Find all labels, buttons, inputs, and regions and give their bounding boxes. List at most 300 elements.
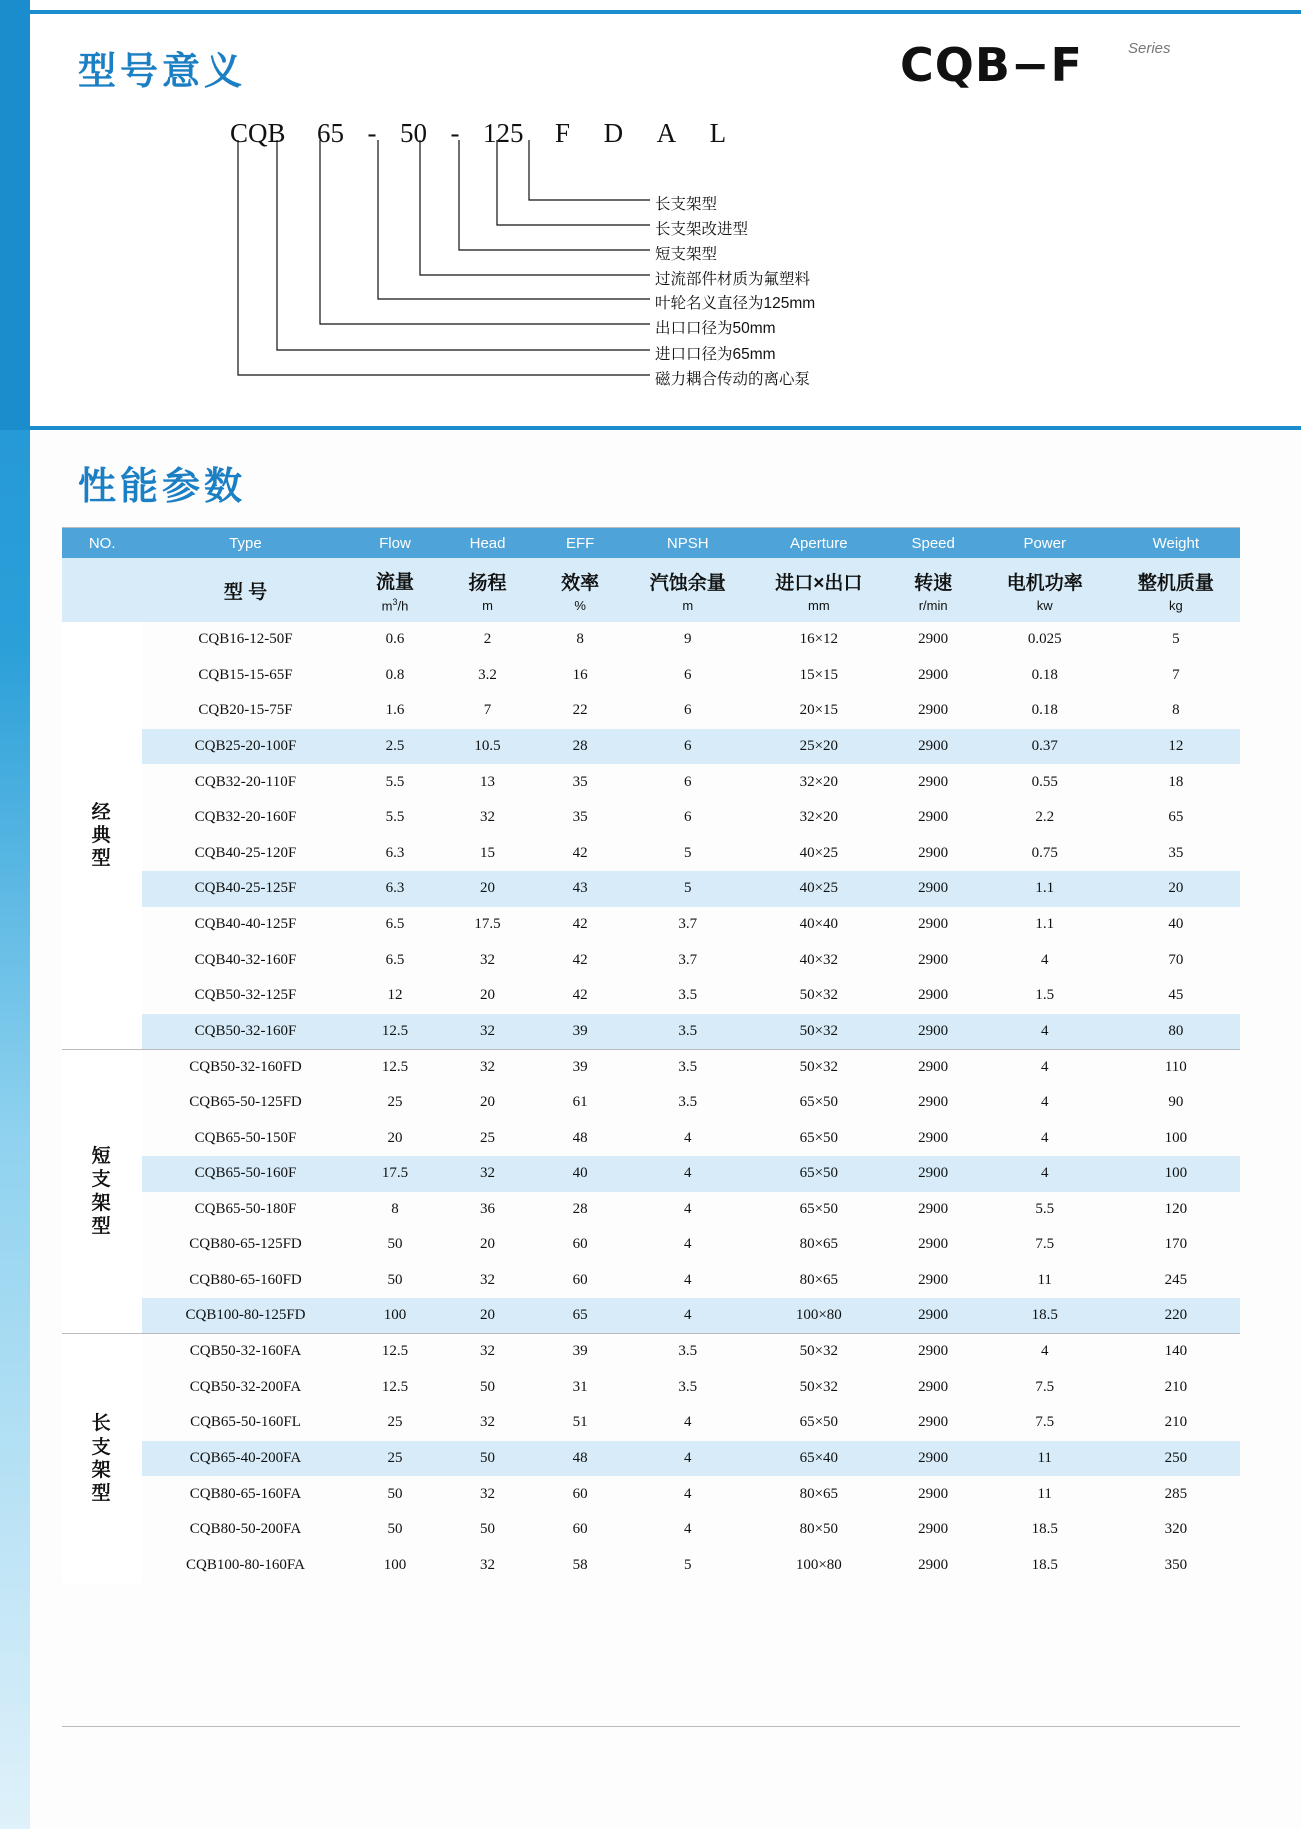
cell-weight: 90 xyxy=(1168,1094,1184,1111)
cell-speed: 2900 xyxy=(918,987,949,1004)
th-cn-npsh xyxy=(626,558,749,622)
cell-power: 18.5 xyxy=(978,1298,1112,1334)
cell-type: CQB65-50-160F xyxy=(142,1156,348,1192)
table-row xyxy=(62,1334,1240,1370)
cell-eff: 58 xyxy=(572,1556,588,1573)
cell-head: 20 xyxy=(441,871,534,907)
cell-type: CQB40-40-125F xyxy=(194,916,297,933)
cell-head: 7 xyxy=(483,702,492,719)
cell-power: 0.37 xyxy=(978,729,1112,765)
cell-eff: 48 xyxy=(572,1129,588,1146)
row-group-label: 经 典 型 xyxy=(62,622,142,1049)
cell-flow: 6.5 xyxy=(385,951,405,968)
cell-head: 3.2 xyxy=(478,666,497,683)
cell-eff: 42 xyxy=(572,916,588,933)
cell-type: CQB50-32-160FA xyxy=(142,1334,348,1370)
performance-table xyxy=(62,528,1240,1583)
th-cn-power-unit: kw xyxy=(1036,597,1053,613)
cell-flow: 1.6 xyxy=(385,702,405,719)
cell-aperture: 50×32 xyxy=(749,1049,888,1085)
legend-1: 长支架改进型 xyxy=(655,221,749,238)
cell-flow: 12.5 xyxy=(349,1049,442,1085)
cell-head: 20 xyxy=(441,1298,534,1334)
cell-eff: 28 xyxy=(534,729,627,765)
legend-7: 磁力耦合传动的离心泵 xyxy=(655,371,811,388)
cell-npsh: 4 xyxy=(684,1129,692,1146)
cell-flow: 6.3 xyxy=(349,871,442,907)
th-speed: Speed xyxy=(889,528,978,558)
cell-weight: 210 xyxy=(1164,1414,1188,1431)
cell-flow: 2.5 xyxy=(349,729,442,765)
th-power: Power xyxy=(978,528,1112,558)
table-row xyxy=(62,1014,1240,1050)
cell-weight: 7 xyxy=(1172,666,1180,683)
row-group-label: 长 支 架 型 xyxy=(62,1334,142,1583)
cell-type: CQB50-32-200FA xyxy=(189,1378,302,1395)
legend-4: 叶轮名义直径为125mm xyxy=(655,295,816,312)
cell-npsh: 5 xyxy=(684,1556,692,1573)
cell-aperture: 40×25 xyxy=(749,871,888,907)
legend-2: 短支架型 xyxy=(655,246,718,263)
th-cn-speed xyxy=(889,558,978,622)
cell-type: CQB16-12-50F xyxy=(198,631,293,648)
th-cn-eff-unit: % xyxy=(574,597,586,613)
table-row xyxy=(62,836,1240,872)
cell-type: CQB50-32-125F xyxy=(194,987,297,1004)
table-header-cn xyxy=(62,558,1240,622)
cell-weight: 18 xyxy=(1168,773,1184,790)
cell-eff: 65 xyxy=(534,1298,627,1334)
th-eff: EFF xyxy=(534,528,627,558)
code-part-4: - xyxy=(450,118,460,148)
cell-eff: 39 xyxy=(534,1014,627,1050)
cell-speed: 2900 xyxy=(918,1414,949,1431)
cell-speed: 2900 xyxy=(918,1378,949,1395)
table-body xyxy=(62,622,1240,1583)
cell-speed: 2900 xyxy=(889,1298,978,1334)
cell-aperture: 80×50 xyxy=(799,1521,839,1538)
cell-flow: 0.6 xyxy=(385,631,405,648)
th-type: Type xyxy=(142,528,348,558)
cell-power: 4 xyxy=(978,1049,1112,1085)
cell-speed: 2900 xyxy=(918,1271,949,1288)
th-flow: Flow xyxy=(349,528,442,558)
cell-npsh: 6 xyxy=(684,702,692,719)
section-title-model: 型号意义 xyxy=(78,51,247,93)
th-cn-no xyxy=(62,558,142,622)
cell-flow: 12.5 xyxy=(381,1378,409,1395)
cell-aperture: 65×50 xyxy=(799,1094,839,1111)
th-cn-type: 型 号 xyxy=(142,558,348,622)
cell-weight: 70 xyxy=(1168,951,1184,968)
table-row xyxy=(62,978,1240,1014)
section-title-performance: 性能参数 xyxy=(78,466,247,508)
th-no: NO. xyxy=(62,528,142,558)
cell-power: 18.5 xyxy=(1031,1556,1058,1573)
cell-eff: 60 xyxy=(572,1485,588,1502)
leader-lines xyxy=(0,0,1301,430)
cell-eff: 42 xyxy=(572,844,588,861)
cell-type: CQB50-32-160FD xyxy=(142,1049,348,1085)
th-cn-aperture-label: 进口×出口 xyxy=(775,572,863,594)
cell-weight: 20 xyxy=(1112,871,1240,907)
cell-eff: 48 xyxy=(534,1441,627,1477)
cell-weight: 65 xyxy=(1168,809,1184,826)
table-row xyxy=(62,622,1240,658)
table-row xyxy=(62,907,1240,943)
cell-power: 5.5 xyxy=(1035,1200,1055,1217)
cell-head: 32 xyxy=(480,1414,496,1431)
cell-flow: 17.5 xyxy=(349,1156,442,1192)
brand-logo: CQB−F xyxy=(900,38,1083,92)
code-part-0: CQB xyxy=(230,118,286,148)
cell-speed: 2900 xyxy=(918,844,949,861)
cell-aperture: 40×40 xyxy=(799,916,839,933)
cell-flow: 8 xyxy=(391,1200,399,1217)
cell-npsh: 6 xyxy=(684,809,692,826)
cell-eff: 40 xyxy=(534,1156,627,1192)
cell-type: CQB40-32-160F xyxy=(194,951,297,968)
cell-head: 20 xyxy=(480,987,496,1004)
cell-head: 50 xyxy=(480,1378,496,1395)
cell-aperture: 80×65 xyxy=(799,1236,839,1253)
cell-flow: 6.3 xyxy=(385,844,405,861)
cell-type: CQB65-50-125FD xyxy=(189,1094,302,1111)
cell-head: 50 xyxy=(480,1521,496,1538)
th-weight: Weight xyxy=(1112,528,1240,558)
cell-head: 17.5 xyxy=(474,916,501,933)
th-cn-flow-label: 流量 xyxy=(375,571,414,593)
table-row xyxy=(62,1263,1240,1299)
cell-weight: 110 xyxy=(1112,1049,1240,1085)
cell-aperture: 50×32 xyxy=(749,1014,888,1050)
cell-aperture: 80×65 xyxy=(799,1271,839,1288)
cell-power: 18.5 xyxy=(1031,1521,1058,1538)
cell-head: 32 xyxy=(441,1014,534,1050)
cell-type: CQB20-15-75F xyxy=(198,702,293,719)
cell-weight: 45 xyxy=(1168,987,1184,1004)
cell-weight: 285 xyxy=(1164,1485,1188,1502)
cell-type: CQB80-65-125FD xyxy=(189,1236,302,1253)
cell-npsh: 4 xyxy=(684,1200,692,1217)
table-row xyxy=(62,1441,1240,1477)
th-cn-power xyxy=(978,558,1112,622)
th-cn-flow xyxy=(349,558,442,622)
cell-aperture: 32×20 xyxy=(799,809,839,826)
cell-npsh: 4 xyxy=(684,1521,692,1538)
cell-power: 7.5 xyxy=(1035,1414,1055,1431)
cell-head: 2 xyxy=(483,631,492,648)
th-cn-head xyxy=(441,558,534,622)
cell-speed: 2900 xyxy=(918,1200,949,1217)
cell-weight: 8 xyxy=(1172,702,1180,719)
cell-flow: 25 xyxy=(387,1094,403,1111)
cell-flow: 0.8 xyxy=(385,666,405,683)
row-group-label: 短 支 架 型 xyxy=(62,1049,142,1334)
cell-aperture: 50×32 xyxy=(749,1334,888,1370)
cell-eff: 28 xyxy=(572,1200,588,1217)
cell-weight: 210 xyxy=(1164,1378,1188,1395)
cell-head: 32 xyxy=(441,1049,534,1085)
code-part-5: 125 xyxy=(483,118,524,148)
cell-aperture: 100×80 xyxy=(795,1556,842,1573)
code-part-3: 50 xyxy=(400,118,428,148)
cell-power: 0.55 xyxy=(1031,773,1058,790)
cell-npsh: 4 xyxy=(626,1441,749,1477)
table-row xyxy=(62,729,1240,765)
cell-flow: 12 xyxy=(387,987,403,1004)
cell-flow: 5.5 xyxy=(385,773,405,790)
cell-npsh: 3.5 xyxy=(626,1014,749,1050)
th-cn-weight-unit: kg xyxy=(1168,597,1183,613)
cell-speed: 2900 xyxy=(889,1441,978,1477)
cell-flow: 6.5 xyxy=(385,916,405,933)
th-cn-head-label: 扬程 xyxy=(468,572,507,594)
legend-3: 过流部件材质为氟塑料 xyxy=(655,271,811,288)
cell-head: 32 xyxy=(480,809,496,826)
table-row xyxy=(62,1085,1240,1121)
th-cn-eff xyxy=(534,558,627,622)
table-row xyxy=(62,764,1240,800)
cell-power: 4 xyxy=(1040,951,1049,968)
cell-speed: 2900 xyxy=(918,809,949,826)
cell-head: 15 xyxy=(480,844,496,861)
cell-type: CQB32-20-110F xyxy=(194,773,297,790)
table-row xyxy=(62,942,1240,978)
cell-eff: 42 xyxy=(572,951,588,968)
cell-head: 32 xyxy=(480,1271,496,1288)
table-row xyxy=(62,1512,1240,1548)
cell-power: 4 xyxy=(1040,1129,1049,1146)
cell-flow: 5.5 xyxy=(385,809,405,826)
cell-power: 4 xyxy=(978,1334,1112,1370)
table-row xyxy=(62,1476,1240,1512)
code-part-2: - xyxy=(367,118,377,148)
cell-aperture: 16×12 xyxy=(799,631,839,648)
cell-aperture: 100×80 xyxy=(749,1298,888,1334)
cell-npsh: 4 xyxy=(684,1485,692,1502)
cell-flow: 100 xyxy=(349,1298,442,1334)
cell-speed: 2900 xyxy=(918,1236,949,1253)
cell-type: CQB80-65-160FD xyxy=(189,1271,302,1288)
cell-type: CQB40-25-125F xyxy=(142,871,348,907)
cell-flow: 50 xyxy=(387,1485,403,1502)
cell-npsh: 6 xyxy=(684,666,692,683)
cell-speed: 2900 xyxy=(889,1334,978,1370)
cell-aperture: 65×50 xyxy=(799,1200,839,1217)
cell-speed: 2900 xyxy=(889,871,978,907)
th-cn-aperture-unit: mm xyxy=(807,597,830,613)
cell-power: 4 xyxy=(1040,1094,1049,1111)
cell-speed: 2900 xyxy=(918,1521,949,1538)
cell-power: 0.025 xyxy=(1027,631,1062,648)
cell-power: 4 xyxy=(978,1156,1112,1192)
cell-head: 32 xyxy=(441,1334,534,1370)
cell-type: CQB15-15-65F xyxy=(198,666,293,683)
cell-head: 32 xyxy=(480,1485,496,1502)
cell-speed: 2900 xyxy=(889,729,978,765)
cell-npsh: 4 xyxy=(684,1414,692,1431)
cell-power: 1.1 xyxy=(978,871,1112,907)
cell-flow: 25 xyxy=(387,1414,403,1431)
cell-head: 10.5 xyxy=(441,729,534,765)
th-cn-power-label: 电机功率 xyxy=(1006,572,1083,594)
cell-eff: 22 xyxy=(572,702,588,719)
cell-flow: 12.5 xyxy=(349,1334,442,1370)
cell-npsh: 3.5 xyxy=(678,1094,698,1111)
cell-speed: 2900 xyxy=(889,1156,978,1192)
cell-eff: 35 xyxy=(572,773,588,790)
cell-speed: 2900 xyxy=(918,916,949,933)
cell-eff: 16 xyxy=(572,666,588,683)
cell-flow: 50 xyxy=(387,1521,403,1538)
table-row xyxy=(62,1298,1240,1334)
th-cn-head-unit: m xyxy=(482,597,493,613)
code-part-8: A xyxy=(656,118,677,148)
cell-flow: 50 xyxy=(387,1271,403,1288)
cell-weight: 5 xyxy=(1172,631,1180,648)
cell-flow: 12.5 xyxy=(349,1014,442,1050)
cell-aperture: 25×20 xyxy=(749,729,888,765)
th-cn-eff-label: 效率 xyxy=(561,572,600,594)
table-bottom-border xyxy=(62,1726,1240,1727)
table-row xyxy=(62,1405,1240,1441)
cell-flow: 25 xyxy=(349,1441,442,1477)
cell-speed: 2900 xyxy=(889,1014,978,1050)
cell-type: CQB25-20-100F xyxy=(142,729,348,765)
cell-flow: 100 xyxy=(383,1556,407,1573)
cell-speed: 2900 xyxy=(918,1129,949,1146)
cell-aperture: 65×50 xyxy=(799,1129,839,1146)
cell-flow: 20 xyxy=(387,1129,403,1146)
cell-aperture: 65×50 xyxy=(799,1414,839,1431)
cell-npsh: 4 xyxy=(684,1236,692,1253)
cell-head: 13 xyxy=(480,773,496,790)
cell-weight: 250 xyxy=(1112,1441,1240,1477)
cell-eff: 43 xyxy=(534,871,627,907)
cell-weight: 320 xyxy=(1164,1521,1188,1538)
cell-aperture: 80×65 xyxy=(799,1485,839,1502)
cell-aperture: 50×32 xyxy=(799,987,839,1004)
cell-weight: 170 xyxy=(1164,1236,1188,1253)
th-cn-npsh-label: 汽蚀余量 xyxy=(649,572,726,594)
cell-speed: 2900 xyxy=(918,1485,949,1502)
cell-npsh: 3.5 xyxy=(626,1334,749,1370)
cell-aperture: 50×32 xyxy=(799,1378,839,1395)
cell-type: CQB65-40-200FA xyxy=(142,1441,348,1477)
legend-5: 出口口径为50mm xyxy=(655,320,776,337)
cell-weight: 245 xyxy=(1164,1271,1188,1288)
cell-eff: 60 xyxy=(572,1521,588,1538)
th-npsh: NPSH xyxy=(626,528,749,558)
cell-eff: 60 xyxy=(572,1271,588,1288)
th-cn-weight xyxy=(1112,558,1240,622)
cell-eff: 42 xyxy=(572,987,588,1004)
model-code-diagram xyxy=(0,0,1301,430)
table-row xyxy=(62,1156,1240,1192)
cell-type: CQB100-80-160FA xyxy=(186,1556,305,1573)
cell-head: 32 xyxy=(441,1156,534,1192)
cell-eff: 39 xyxy=(534,1049,627,1085)
cell-speed: 2900 xyxy=(918,631,949,648)
table-row xyxy=(62,658,1240,694)
cell-npsh: 4 xyxy=(684,1271,692,1288)
cell-speed: 2900 xyxy=(918,702,949,719)
table-row xyxy=(62,1120,1240,1156)
cell-aperture: 65×40 xyxy=(749,1441,888,1477)
th-cn-speed-label: 转速 xyxy=(914,572,953,594)
cell-type: CQB100-80-125FD xyxy=(142,1298,348,1334)
table-row xyxy=(62,871,1240,907)
table-header-en xyxy=(62,528,1240,558)
cell-power: 4 xyxy=(978,1014,1112,1050)
cell-npsh: 4 xyxy=(626,1298,749,1334)
cell-weight: 120 xyxy=(1164,1200,1188,1217)
cell-weight: 100 xyxy=(1164,1129,1188,1146)
cell-npsh: 3.5 xyxy=(626,1049,749,1085)
cell-npsh: 3.5 xyxy=(678,987,698,1004)
cell-head: 50 xyxy=(441,1441,534,1477)
cell-aperture: 15×15 xyxy=(799,666,839,683)
cell-npsh: 6 xyxy=(684,773,692,790)
legend-0: 长支架型 xyxy=(655,196,718,213)
cell-power: 0.18 xyxy=(1031,666,1058,683)
legend-6: 进口口径为65mm xyxy=(655,346,776,363)
cell-flow: 50 xyxy=(387,1236,403,1253)
cell-speed: 2900 xyxy=(918,773,949,790)
cell-npsh: 9 xyxy=(684,631,692,648)
cell-speed: 2900 xyxy=(918,1556,949,1573)
th-cn-npsh-unit: m xyxy=(682,597,694,613)
cell-aperture: 20×15 xyxy=(799,702,839,719)
cell-weight: 80 xyxy=(1112,1014,1240,1050)
cell-head: 25 xyxy=(480,1129,496,1146)
code-part-9: L xyxy=(709,118,727,148)
table-row xyxy=(62,1192,1240,1228)
code-part-7: D xyxy=(603,118,624,148)
cell-power: 7.5 xyxy=(1035,1236,1055,1253)
cell-aperture: 65×50 xyxy=(749,1156,888,1192)
table-row xyxy=(62,800,1240,836)
th-cn-aperture xyxy=(749,558,888,622)
th-cn-flow-unit: $m^3/h$ xyxy=(381,596,409,614)
cell-eff: 35 xyxy=(572,809,588,826)
cell-head: 36 xyxy=(480,1200,496,1217)
cell-eff: 8 xyxy=(576,631,584,648)
th-aperture: Aperture xyxy=(749,528,888,558)
cell-type: CQB65-50-180F xyxy=(194,1200,297,1217)
cell-type: CQB80-50-200FA xyxy=(189,1521,302,1538)
th-cn-weight-label: 整机质量 xyxy=(1137,572,1214,594)
cell-power: 7.5 xyxy=(1035,1378,1055,1395)
code-part-6: F xyxy=(555,118,571,148)
cell-power: 11 xyxy=(978,1441,1112,1477)
cell-head: 32 xyxy=(480,951,496,968)
cell-eff: 60 xyxy=(572,1236,588,1253)
cell-weight: 140 xyxy=(1112,1334,1240,1370)
cell-power: 0.18 xyxy=(1031,702,1058,719)
cell-power: 11 xyxy=(1037,1271,1052,1288)
th-head: Head xyxy=(441,528,534,558)
table-row xyxy=(62,1049,1240,1085)
cell-npsh: 3.7 xyxy=(678,916,698,933)
cell-power: 2.2 xyxy=(1035,809,1055,826)
cell-type: CQB65-50-150F xyxy=(194,1129,297,1146)
cell-type: CQB40-25-120F xyxy=(194,844,297,861)
cell-npsh: 3.5 xyxy=(678,1378,698,1395)
cell-npsh: 4 xyxy=(626,1156,749,1192)
cell-aperture: 40×25 xyxy=(799,844,839,861)
